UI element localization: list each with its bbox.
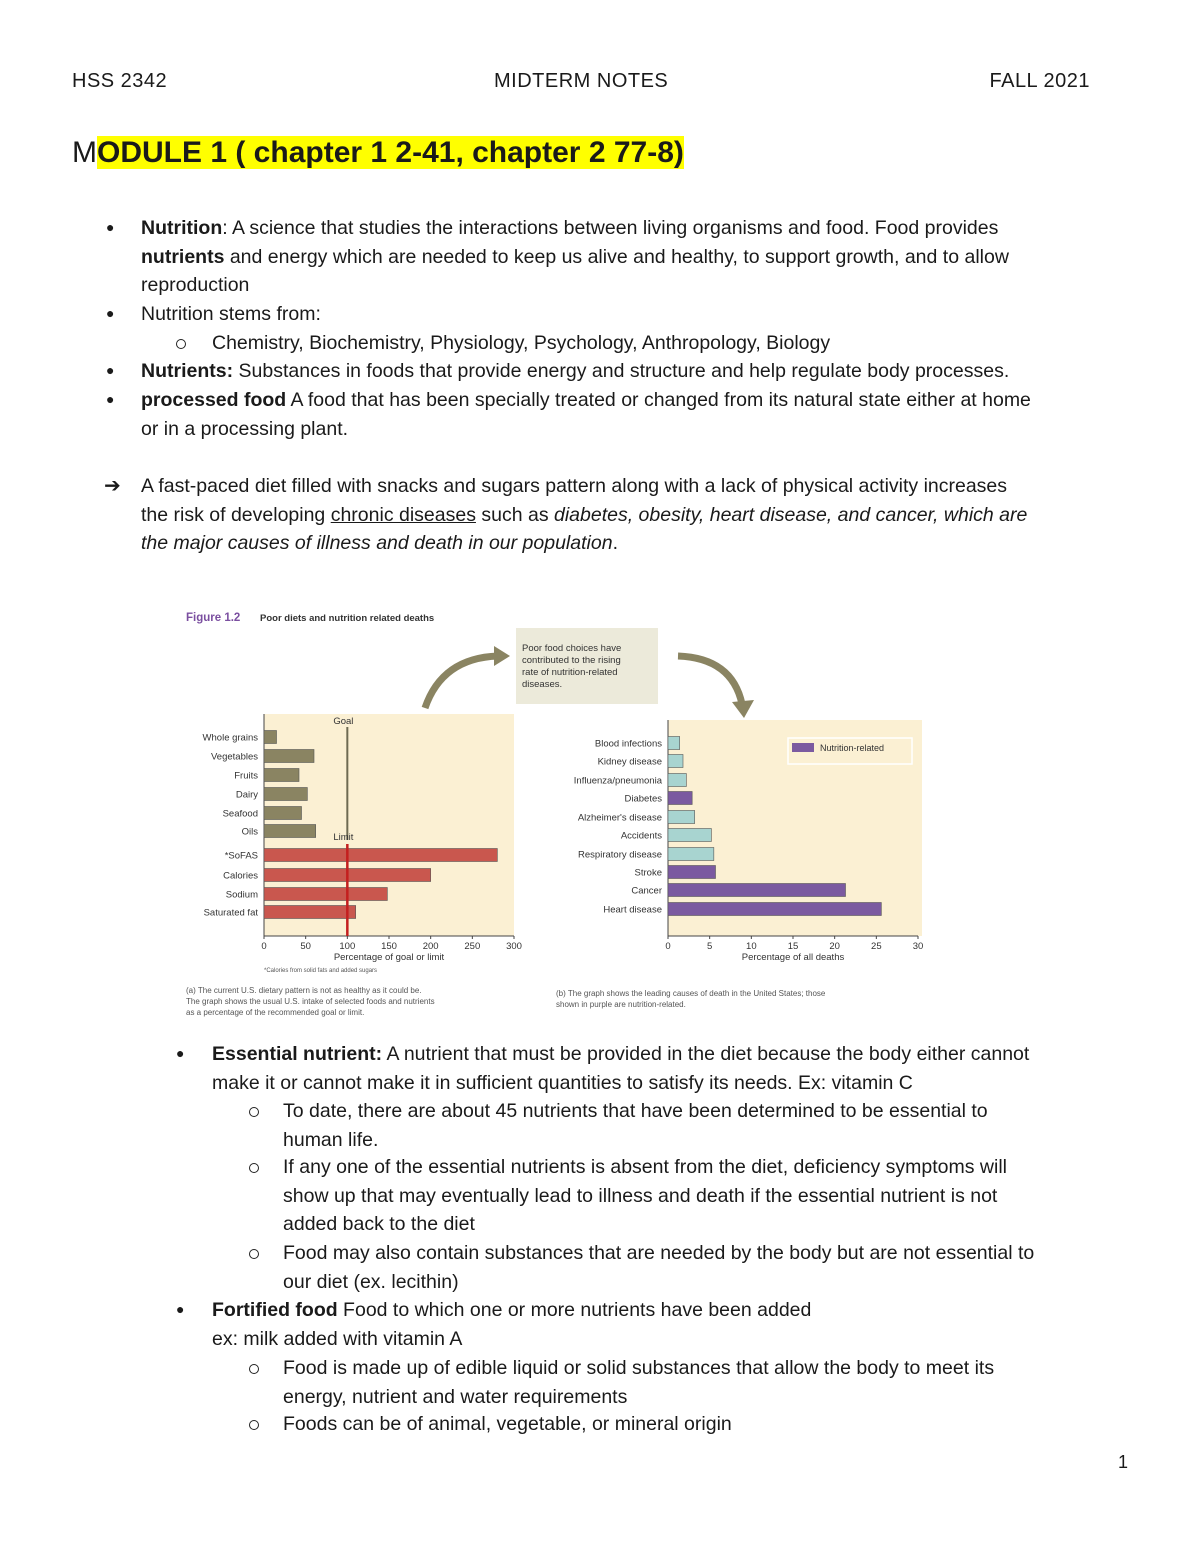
bullet-icon: ● (176, 1045, 185, 1061)
nutrition-def-1: : A science that studies the interactions between living organisms and food. Food provides (222, 217, 999, 239)
callout-line: rate of nutrition-related (522, 667, 618, 678)
bar-cancer (668, 884, 846, 897)
bullet-icon: ● (106, 219, 115, 235)
figure-title: Poor diets and nutrition related deaths (260, 613, 435, 624)
circle-bullet-icon (249, 1364, 259, 1374)
category-label: Cancer (631, 885, 662, 897)
nutrition-definition (141, 214, 1009, 300)
essential-sub-1 (283, 1097, 988, 1154)
category-label: Seafood (222, 808, 258, 820)
arrowhead-icon (732, 700, 754, 718)
para-line-3-end: . (612, 532, 618, 554)
bar-respiratory-disease (668, 848, 714, 861)
essential-sub-2-line: added back to the diet (283, 1213, 475, 1235)
page-number: 1 (1117, 1452, 1128, 1472)
category-label: Respiratory disease (578, 849, 662, 861)
essential-sub-2-line: If any one of the essential nutrients is absent from the diet, deficiency symptoms will (283, 1156, 1008, 1178)
processed-def-1: A food that has been specially treated or changed from its natural state either at home (286, 389, 1031, 411)
fortified-sub-2: Foods can be of animal, vegetable, or mineral origin (283, 1413, 732, 1435)
limit-label: Limit (333, 832, 354, 843)
stems-text: Nutrition stems from: (141, 303, 321, 325)
caption-b-line: (b) The graph shows the leading causes of death in the United States; those (556, 989, 826, 998)
category-label: Blood infections (594, 738, 662, 750)
callout-box (516, 628, 658, 704)
caption-a-line: as a percentage of the recommended goal or limit. (186, 1008, 365, 1017)
essential-term: Essential nutrient: (212, 1043, 383, 1065)
essential-sub-2-line: show up that may eventually lead to illness and death if the essential nutrient is not (283, 1184, 998, 1207)
essential-sub-3-line: our diet (ex. lecithin) (283, 1270, 459, 1293)
nutrients-definition (141, 357, 1009, 386)
para-line-1: A fast-paced diet filled with snacks and sugars pattern along with a lack of physical activity increases (141, 475, 1008, 497)
para-line-3-italic: the major causes of illness and death in our population (141, 532, 613, 554)
header-title: MIDTERM NOTES (494, 70, 669, 92)
bullet-icon: ● (176, 1301, 185, 1317)
category-label: Diabetes (624, 793, 662, 805)
bar-sodium (264, 888, 387, 901)
fortified-sub-1-line: energy, nutrient and water requirements (283, 1385, 628, 1408)
page-title (72, 136, 684, 170)
caption-a-line: The graph shows the usual U.S. intake of selected foods and nutrients (186, 997, 435, 1006)
callout-line: Poor food choices have (522, 643, 622, 654)
x-axis-label: Percentage of all deaths (741, 952, 845, 963)
x-tick-label: 50 (300, 941, 311, 952)
category-label: Whole grains (202, 732, 258, 744)
fortified-term: Fortified food (212, 1299, 338, 1321)
x-tick-label: 300 (506, 941, 522, 952)
category-label: Saturated fat (203, 907, 258, 919)
chronic-disease-paragraph (141, 472, 1027, 558)
fortified-sub-1 (283, 1354, 994, 1411)
bar-stroke (668, 866, 716, 879)
bar-oils (264, 825, 316, 838)
essential-sub-1-line: To date, there are about 45 nutrients that have been determined to be essential to (283, 1100, 988, 1122)
callout-line: contributed to the rising (522, 655, 621, 666)
legend-label: Nutrition-related (820, 743, 885, 753)
legend-swatch (792, 743, 814, 752)
category-label: Heart disease (603, 904, 662, 916)
caption-b-line: shown in purple are nutrition-related. (556, 1000, 686, 1009)
x-tick-label: 30 (912, 941, 924, 952)
para-line-2-italic: diabetes, obesity, heart disease, and cancer, which are (554, 503, 1028, 526)
bar-dairy (264, 788, 307, 801)
nutrition-def-2: and energy which are needed to keep us alive and healthy, to support growth, and to allow (224, 245, 1009, 268)
bar--sofas (264, 849, 497, 862)
bar-accidents (668, 829, 711, 842)
bullet-icon: ● (106, 391, 115, 407)
bar-fruits (264, 769, 299, 782)
circle-bullet-icon (249, 1163, 259, 1173)
processed-definition (141, 386, 1031, 443)
x-tick-label: 5 (707, 941, 713, 952)
essential-def-2: make it or cannot make it in sufficient quantities to satisfy its needs. Ex: vitamin C (212, 1071, 913, 1094)
figure-nutrition-deaths (180, 600, 930, 1030)
bar-whole-grains (264, 731, 277, 744)
x-tick-label: 25 (871, 941, 882, 952)
nutrients-word: nutrients (141, 245, 225, 268)
para-line-2b: such as (475, 503, 554, 526)
essential-sub-3 (283, 1239, 1034, 1296)
category-label: *SoFAS (224, 850, 258, 862)
bar-diabetes (668, 792, 692, 805)
bar-seafood (264, 807, 302, 820)
curved-arrow-icon (678, 656, 742, 704)
caption-a-line: (a) The current U.S. dietary pattern is not as healthy as it could be. (186, 986, 422, 995)
header-term: FALL 2021 (989, 70, 1090, 92)
essential-sub-3-line: Food may also contain substances that are needed by the body but are not essential to (283, 1242, 1035, 1264)
chart-a-footnote: *Calories from solid fats and added sugars (264, 968, 378, 974)
essential-nutrient-definition (212, 1040, 1029, 1097)
nutrition-def-3: reproduction (141, 274, 250, 296)
essential-def-1: A nutrient that must be provided in the diet because the body either cannot (382, 1043, 1030, 1065)
essential-sub-1-line: human life. (283, 1128, 379, 1151)
essential-sub-2 (283, 1153, 1007, 1239)
category-label: Stroke (634, 867, 662, 879)
x-tick-label: 0 (665, 941, 671, 952)
callout-line: diseases. (522, 679, 563, 690)
x-tick-label: 0 (261, 941, 267, 952)
bar-vegetables (264, 750, 314, 763)
bar-saturated-fat (264, 906, 356, 919)
x-tick-label: 250 (464, 941, 481, 952)
bullet-icon: ● (106, 362, 115, 378)
title-highlight: ODULE 1 ( chapter 1 2-41, chapter 2 77-8) (97, 136, 684, 169)
goal-label: Goal (333, 716, 354, 727)
fortified-def: Food to which one or more nutrients have been added (337, 1299, 812, 1321)
arrowhead-icon (494, 646, 510, 666)
bar-heart-disease (668, 903, 881, 916)
bar-kidney-disease (668, 755, 683, 768)
x-tick-label: 20 (829, 941, 840, 952)
processed-def-2: or in a processing plant. (141, 417, 349, 440)
category-label: Fruits (234, 770, 258, 782)
stems-list: Chemistry, Biochemistry, Physiology, Psychology, Anthropology, Biology (212, 332, 831, 354)
nutrients-def: Substances in foods that provide energy and structure and help regulate body processes. (233, 360, 1010, 382)
bar-alzheimer-s-disease (668, 811, 695, 824)
x-tick-label: 15 (787, 941, 799, 952)
category-label: Calories (223, 870, 258, 882)
category-label: Dairy (235, 789, 258, 801)
category-label: Vegetables (210, 751, 258, 763)
fortified-food-definition (212, 1296, 811, 1353)
category-label: Sodium (225, 889, 258, 901)
title-lead: M (72, 136, 97, 169)
circle-bullet-icon (249, 1420, 259, 1430)
x-axis-label: Percentage of goal or limit (333, 952, 445, 963)
figure-label: Figure 1.2 (186, 612, 241, 624)
category-label: Oils (241, 826, 258, 838)
bar-influenza-pneumonia (668, 774, 686, 787)
x-tick-label: 150 (381, 941, 397, 952)
category-label: Kidney disease (597, 756, 662, 768)
nutrients-term: Nutrients: (141, 360, 234, 382)
para-line-2a: the risk of developing (141, 503, 331, 526)
category-label: Alzheimer's disease (577, 812, 662, 824)
circle-bullet-icon (249, 1107, 259, 1117)
bar-blood-infections (668, 737, 680, 750)
x-tick-label: 10 (746, 941, 757, 952)
bullet-icon: ● (106, 305, 115, 321)
fortified-sub-1-line: Food is made up of edible liquid or solid substances that allow the body to meet its (283, 1357, 995, 1379)
nutrition-term: Nutrition (141, 217, 223, 239)
category-label: Influenza/pneumonia (573, 775, 662, 787)
x-tick-label: 200 (422, 941, 439, 952)
chronic-diseases-underlined: chronic diseases (330, 503, 476, 526)
circle-bullet-icon (249, 1249, 259, 1259)
circle-bullet-icon (176, 339, 186, 349)
category-label: Accidents (620, 830, 662, 842)
header-course: HSS 2342 (72, 70, 168, 92)
processed-term: processed food (141, 389, 287, 411)
x-tick-label: 100 (339, 941, 356, 952)
fortified-example: ex: milk added with vitamin A (212, 1327, 463, 1350)
curved-arrow-icon (425, 656, 498, 708)
arrow-right-icon: ➔ (104, 475, 121, 497)
